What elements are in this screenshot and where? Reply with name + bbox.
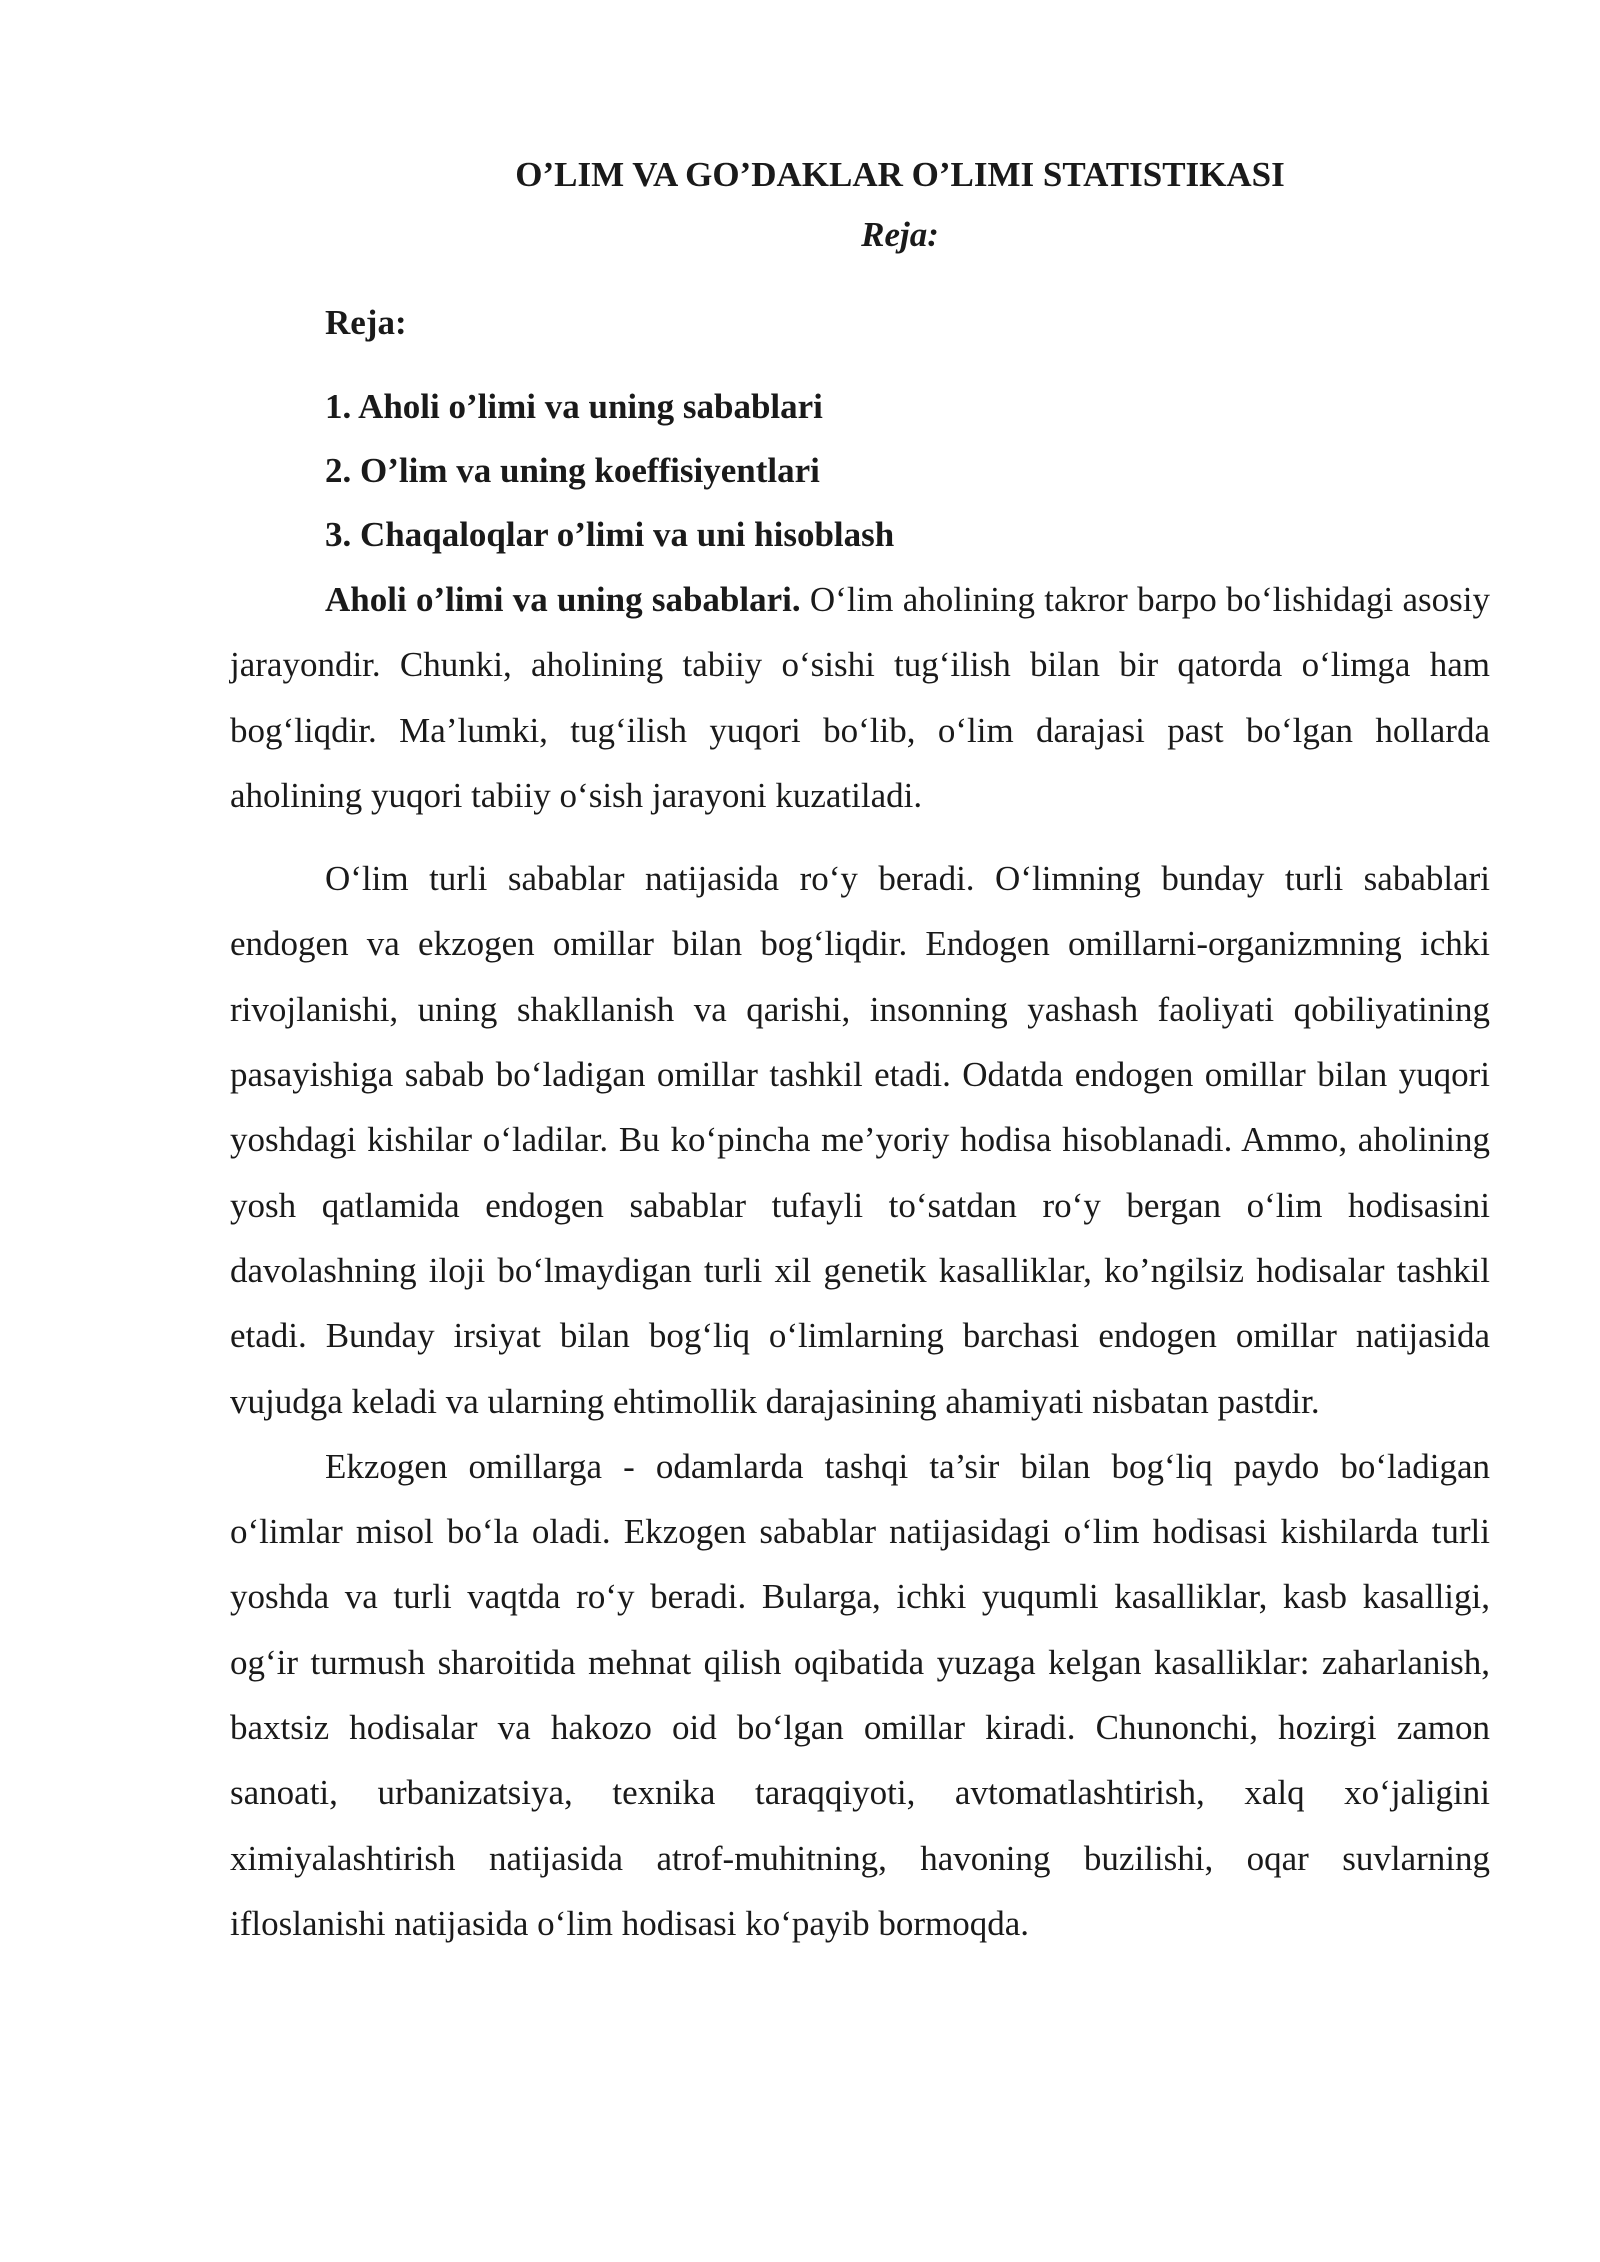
paragraph-causes [230, 567, 1490, 828]
plan-item: 3. Chaqaloqlar o’limi va uni hisoblash [325, 515, 895, 554]
plan-list [230, 375, 1490, 567]
document-subtitle: Reja: [861, 215, 939, 254]
paragraph-text: O‘lim aholining takror barpo bo‘lishidagi asosiy jarayondir. Chunki, aholining tabiiy o‘sishi tug‘ilish bilan bir qatorda o‘limga ham bog‘liqdir. Ma’lumki, tug‘ilish yuqori bo‘lib, o‘lim darajasi past bo‘lgan hollarda aholining yuqori tabiiy o‘sish jarayoni kuzatiladi. [230, 580, 1491, 815]
document-page [230, 145, 1490, 1956]
paragraph-endogen: O‘lim turli sabablar natijasida ro‘y beradi. O‘limning bunday turli sabablari endogen va ekzogen omillar bilan bog‘liqdir. Endogen omillarni-organizmning ichki rivojlanishi, uning shakllanish va qarishi, insonning yashash faoliyati qobiliyatining pasayishiga sabab bo‘ladigan omillar tashkil etadi. Odatda endogen omillar bilan yuqori yoshdagi kishilar o‘ladilar. Bu ko‘pincha me’yoriy hodisa hisoblanadi. Ammo, aholining yosh qatlamida endogen sabablar tufayli to‘satdan ro‘y bergan o‘lim hodisasini davolashning iloji bo‘lmaydigan turli xil genetik kasalliklar, ko’ngilsiz hodisalar tashkil etadi. Bunday irsiyat bilan bog‘liq o‘limlarning barchasi endogen omillar natijasida vujudga keladi va ularning ehtimollik darajasining ahamiyati nisbatan pastdir. [230, 859, 1490, 1421]
document-title: O’LIM VA GO’DAKLAR O’LIMI STATISTIKASI [515, 155, 1285, 194]
plan-item: 1. Aholi o’limi va uning sabablari [325, 387, 823, 426]
paragraph-lead: Aholi o’limi va uning sabablari. [325, 580, 801, 619]
plan-item: 2. O’lim va uning koeffisiyentlari [325, 451, 820, 490]
paragraph-ekzogen: Ekzogen omillarga - odamlarda tashqi ta’sir bilan bog‘liq paydo bo‘ladigan o‘limlar misol bo‘la oladi. Ekzogen sabablar natijasidagi o‘lim hodisasi kishilarda turli yoshda va turli vaqtda ro‘y beradi. Bularga, ichki yuqumli kasalliklar, kasb kasalligi, og‘ir turmush sharoitida mehnat qilish oqibatida yuzaga kelgan kasalliklar: zaharlanish, baxtsiz hodisalar va hakozo oid bo‘lgan omillar kiradi. Chunonchi, hozirgi zamon sanoati, urbanizatsiya, texnika taraqqiyoti, avtomatlashtirish, xalq xo‘jaligini ximiyalashtirish natijasida atrof-muhitning, havoning buzilishi, oqar suvlarning ifloslanishi natijasida o‘lim hodisasi ko‘payib bormoqda. [230, 1446, 1490, 1943]
plan-heading: Reja: [325, 303, 407, 342]
